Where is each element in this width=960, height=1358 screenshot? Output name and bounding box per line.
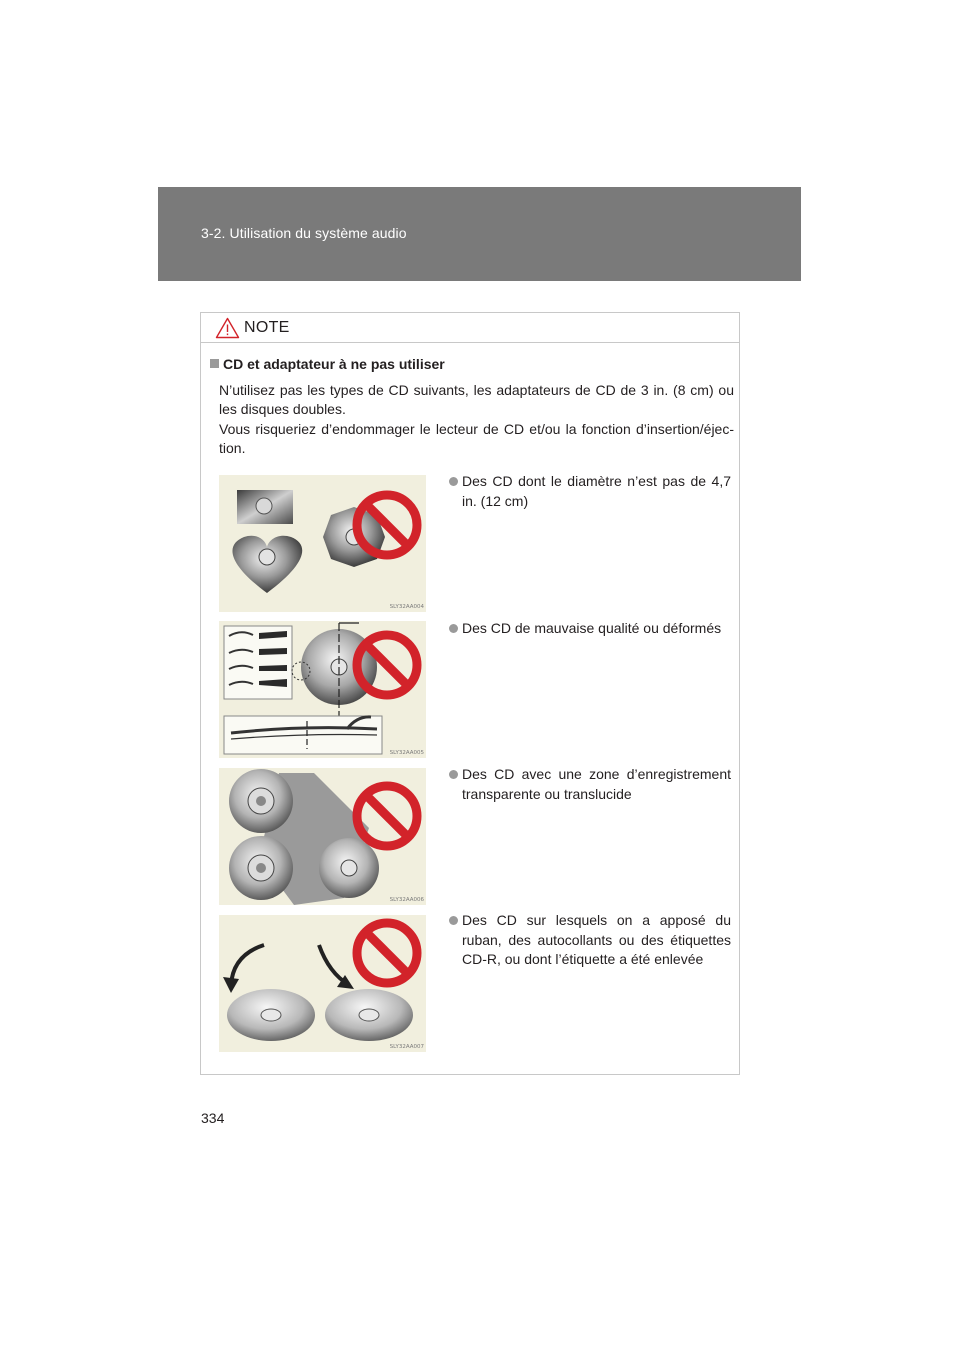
round-bullet-icon (449, 916, 458, 925)
list-item: Des CD avec une zone d’enregistrement transparente ou translucide (449, 765, 731, 804)
note-box (200, 312, 740, 1075)
chapter-title: 3-2. Utilisation du système audio (201, 225, 407, 241)
round-bullet-icon (449, 770, 458, 779)
note-header (201, 313, 739, 343)
list-item: Des CD dont le diamètre n’est pas de 4,7 in. (12 cm) (449, 472, 731, 511)
note-paragraph-1: N’utilisez pas les types de CD suivants, les adaptateurs de CD de 3 in. (8 cm) ou les disques doubles. (219, 382, 734, 418)
warning-triangle-icon (215, 317, 240, 339)
round-bullet-icon (449, 624, 458, 633)
figure-code: SLY32AA007 (389, 1044, 424, 1050)
figure-transparent-cd (219, 768, 426, 905)
figure-non-standard-cd (219, 475, 426, 612)
list-item: Des CD sur lesquels on a apposé du ruban, des autocollants ou des étiquettes CD-R, ou dont l’étiquette a été enlevée (449, 911, 731, 970)
figure-code: SLY32AA006 (389, 897, 424, 903)
section-heading (210, 356, 445, 372)
figure-warped-cd (219, 621, 426, 758)
figure-code: SLY32AA004 (389, 604, 424, 610)
section-heading-text: CD et adaptateur à ne pas utiliser (223, 356, 445, 372)
chapter-header-band (158, 187, 801, 281)
figure-labeled-cd (219, 915, 426, 1052)
note-label: NOTE (244, 319, 290, 336)
list-item: Des CD de mauvaise qualité ou déformés (449, 619, 731, 639)
square-bullet-icon (210, 359, 219, 368)
round-bullet-icon (449, 477, 458, 486)
page-number: 334 (201, 1110, 225, 1126)
figure-code: SLY32AA005 (389, 750, 424, 756)
note-paragraph-2: Vous risqueriez d’endommager le lecteur de CD et/ou la fonction d’insertion/éjec- tion. (219, 421, 734, 457)
